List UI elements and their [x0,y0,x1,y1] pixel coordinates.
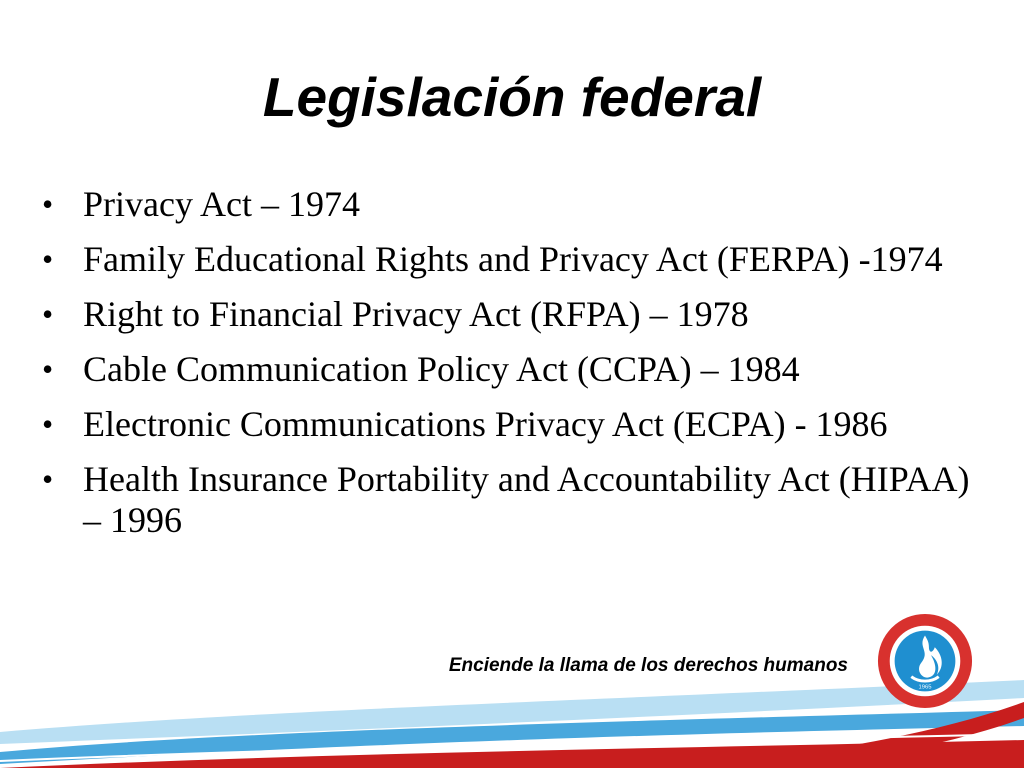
bullet-item [40,404,990,445]
seal-year: 1965 [918,684,932,691]
slide-title: Legislación federal [262,66,762,128]
bullet-marker: • [42,461,54,497]
bullet-text: Privacy Act – 1974 [83,184,360,224]
bullet-list [40,184,990,555]
footer-motto: Enciende la llama de los derechos humanos [448,655,848,676]
bullet-item [40,184,990,225]
bullet-marker: • [42,296,54,332]
bullet-item [40,349,990,390]
bullet-marker: • [42,351,54,387]
bullet-marker: • [42,406,54,442]
commission-seal-logo [876,612,974,710]
bullet-text: Cable Communication Policy Act (CCPA) – 1984 [83,349,800,389]
bullet-text: Right to Financial Privacy Act (RFPA) – 1978 [83,294,749,334]
bullet-item [40,294,990,335]
bullet-marker: • [42,186,54,222]
bullet-text: Health Insurance Portability and Accountability Act (HIPAA) – 1996 [83,459,970,540]
bullet-text: Electronic Communications Privacy Act (ECPA) - 1986 [83,404,888,444]
bullet-marker: • [42,241,54,277]
bullet-item [40,459,990,541]
bullet-text: Family Educational Rights and Privacy Act (FERPA) -1974 [83,239,943,279]
bullet-item [40,239,990,280]
